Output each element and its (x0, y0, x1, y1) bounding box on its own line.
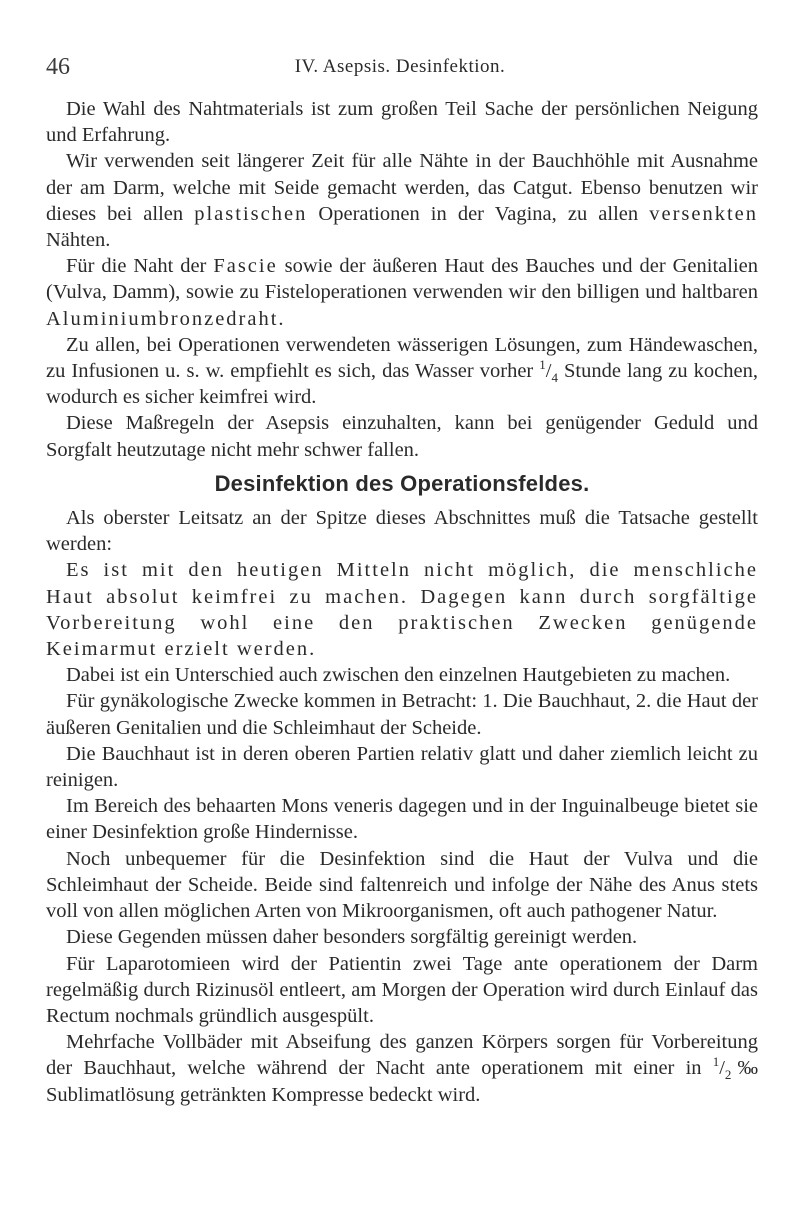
fraction-numerator: 1 (539, 357, 546, 373)
text-run: Stunde lang zu kochen, wodurch es sicher keimfrei wird. (46, 360, 758, 409)
emphasized-text: Aluminiumbronzedraht. (46, 307, 286, 330)
text-run: Sublimatlösung getränkten Kompresse bedeckt wird. (46, 1083, 481, 1106)
emphasized-text: Fascie (213, 255, 278, 278)
paragraph: Diese Gegenden müssen daher besonders sorgfältig gereinigt werden. (66, 926, 638, 949)
running-title: IV. Asepsis. Desinfektion. (294, 56, 506, 77)
paragraph: Als oberster Leitsatz an der Spitze dieses Abschnittes muß die Tatsache gestellt werden: (46, 507, 758, 556)
text-run: Zu allen, bei Operationen verwendeten wässerigen Lösungen, zum Händewaschen, zu Infusionen u. s. w. empfiehlt es sich, das Wasser vorher (46, 333, 758, 383)
paragraph: Für gynäkologische Zwecke kommen in Betracht: 1. Die Bauchhaut, 2. die Haut der äußeren Genitalien und die Schleimhaut der Scheide. (46, 690, 758, 739)
paragraph: Die Wahl des Nahtmaterials ist zum großen Teil Sache der persönlichen Neigung und Erfahrung. (46, 98, 758, 147)
emphasized-paragraph: Es ist mit den heutigen Mitteln nicht möglich, die menschliche Haut absolut keimfrei zu machen. Dagegen kann durch sorgfältige Vorbereitung wohl eine den praktischen Zwecken genügende Keimarmut erzielt werden. (46, 559, 758, 661)
fraction-denominator: 2 (724, 1067, 732, 1083)
paragraph (46, 1029, 758, 1108)
fraction-numerator: 1 (712, 1054, 720, 1070)
emphasized-text: plastischen (194, 202, 308, 225)
text-run: Operationen in der Vagina, zu allen (307, 202, 650, 225)
text-run: Wir verwenden seit längerer Zeit für alle Nähte in der Bauchhöhle mit Ausnahme der am Darm, welche mit Seide gemacht werden, das Catgut. Ebenso benutzen wir dieses bei allen (46, 150, 758, 225)
page-number: 46 (46, 54, 70, 80)
section-heading: Desinfektion des Operationsfeldes. (214, 470, 590, 496)
paragraph: Im Bereich des behaarten Mons veneris dagegen und in der Inguinalbeuge bietet sie einer Desinfektion große Hindernisse. (46, 795, 758, 844)
emphasized-text: versenkten (649, 202, 759, 225)
paragraph: Diese Maßregeln der Asepsis einzuhalten, kann bei genügender Geduld und Sorgfalt heutzutage nicht mehr schwer fallen. (46, 412, 758, 461)
text-run: sowie der äußeren Haut des Bauches und der Genitalien (Vulva, Damm), sowie zu Fisteloperationen verwenden wir den billigen und haltbaren (46, 255, 759, 304)
fraction-denominator: 4 (551, 370, 558, 386)
text-run: Nähten. (46, 229, 111, 252)
paragraph (46, 253, 758, 332)
permille-sign: ‰ (731, 1057, 758, 1080)
fraction: $^1/_4$ (539, 357, 558, 386)
paragraph: Die Bauchhaut ist in deren oberen Partien relativ glatt und daher ziemlich leicht zu reinigen. (46, 742, 758, 792)
paragraph (46, 148, 758, 253)
text-run: Für die Naht der (66, 255, 214, 278)
paragraph (46, 332, 758, 411)
paragraph: Noch unbequemer für die Desinfektion sind die Haut der Vulva und die Schleimhaut der Scheide. Beide sind faltenreich und infolge der Nähe des Anus stets voll von allen möglichen Arten von Mikroorganismen, oft auch pathogener Natur. (46, 847, 758, 923)
body-text (46, 96, 758, 1108)
text-run: Mehrfache Vollbäder mit Abseifung des ganzen Körpers sorgen für Vorbereitung der Bauchhaut, welche während der Nacht ante operationem mit einer in (46, 1031, 758, 1080)
fraction: $^1/_2‰$ (712, 1054, 758, 1083)
paragraph: Für Laparotomieen wird der Patientin zwei Tage ante operationem der Darm regelmäßig durch Rizinusöl entleert, am Morgen der Operation wird durch Einlauf das Rectum nochmals gründlich ausgespült. (46, 952, 758, 1027)
paragraph: Dabei ist ein Unterschied auch zwischen den einzelnen Hautgebieten zu machen. (66, 664, 731, 687)
